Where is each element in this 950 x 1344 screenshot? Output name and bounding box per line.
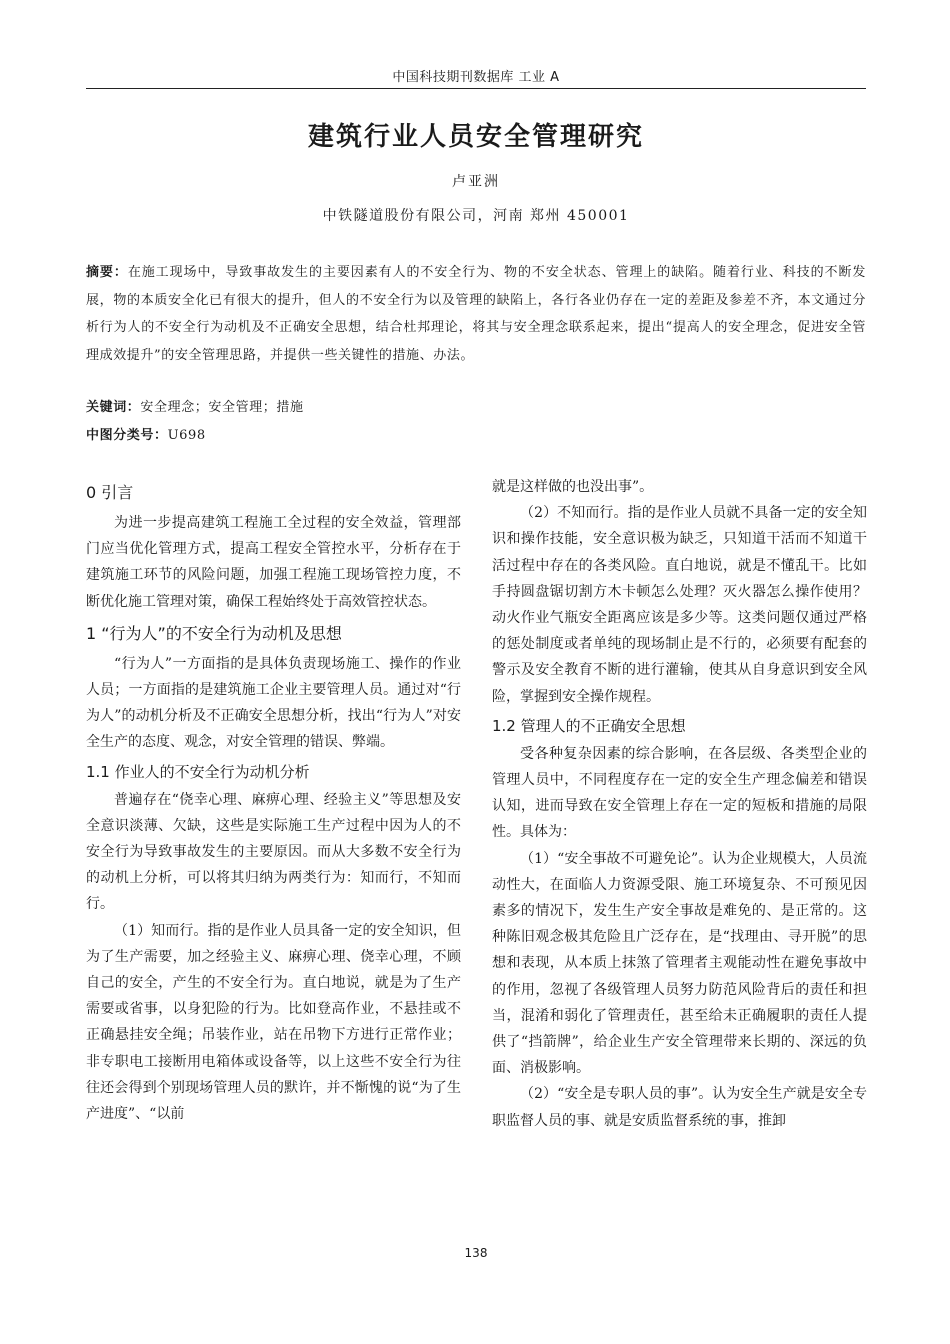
section-1-1-paragraph-3: （2）不知而行。指的是作业人员就不具备一定的安全知识和操作技能，安全意识极为缺乏，只知道干活而不知道干活过程中存在的各类风险。直白地说，就是不懂乱干。比如手持圆盘锯切割方木卡顿怎么处理？灭火器怎么操作使用？动火作业气瓶安全距离应该是多少等。这类问题仅通过严格的惩处制度或者单纯的现场制止是不行的，必须要有配套的警示及安全教育不断的进行灌输，使其从自身意识到安全风险，掌握到安全操作规程。	[492, 505, 867, 705]
running-header: 中国科技期刊数据库 工业 A	[392, 70, 560, 85]
page-number: 138	[464, 1246, 488, 1260]
header-rule	[86, 88, 866, 89]
left-column	[86, 474, 461, 1127]
abstract	[86, 259, 866, 369]
continued-paragraph: 就是这样做的也没出事”。	[492, 479, 654, 495]
right-column	[492, 474, 867, 1134]
classification-number	[86, 424, 206, 443]
section-1-2-paragraph-1: 受各种复杂因素的综合影响，在各层级、各类型企业的管理人员中，不同程度存在一定的安全生产理念偏差和错误认知，进而导致在安全管理上存在一定的短板和措施的局限性。具体为：	[492, 745, 867, 841]
abstract-text: 在施工现场中，导致事故发生的主要因素有人的不安全行为、物的不安全状态、管理上的缺陷。随着行业、科技的不断发展，物的本质安全化已有很大的提升，但人的不安全行为以及管理的缺陷上，各行各业仍存在一定的差距及参差不齐，本文通过分析行为人的不安全行为动机及不正确安全思想，结合杜邦理论，将其与安全理念联系起来，提出“提高人的安全理念，促进安全管理成效提升”的安全管理思路，并提供一些关键性的措施、办法。	[86, 265, 866, 363]
section-1-1-paragraph-2: （1）知而行。指的是作业人员具备一定的安全知识，但为了生产需要，加之经验主义、麻痹心理、侥幸心理，不顾自己的安全，产生的不安全行为。直白地说，就是为了生产需要或省事，以身犯险的行为。比如登高作业，不悬挂或不正确悬挂安全绳；吊装作业，站在吊物下方进行正常作业；非专职电工接断用电箱体或设备等，以上这些不安全行为往往还会得到个别现场管理人员的默许，并不惭愧的说“为了生产进度”、“以前	[86, 922, 461, 1123]
keywords-label: 关键词：	[86, 400, 141, 415]
section-1-1-paragraph-1: 普遍存在“侥幸心理、麻痹心理、经验主义”等思想及安全意识淡薄、欠缺，这些是实际施工生产过程中因为人的不安全行为导致事故发生的主要原因。而从大多数不安全行为的动机上分析，可以将其归纳为两类行为：知而行，不知而行。	[86, 791, 461, 913]
keywords	[86, 396, 304, 415]
paper-title: 建筑行业人员安全管理研究	[307, 122, 644, 152]
section-1-1-heading: 1.1 作业人的不安全行为动机分析	[86, 762, 310, 781]
section-1-paragraph: “行为人”一方面指的是具体负责现场施工、操作的作业人员；一方面指的是建筑施工企业主要管理人员。通过对“行为人”的动机分析及不正确安全思想分析，找出“行为人”对安全生产的态度、观念，对安全管理的错误、弊端。	[86, 655, 461, 751]
affiliation: 中铁隧道股份有限公司，河南 郑州 450001	[322, 208, 630, 224]
clc-label: 中图分类号：	[86, 428, 168, 443]
abstract-label: 摘要：	[86, 265, 128, 280]
clc-text: U698	[167, 428, 206, 443]
section-1-2-paragraph-2: （1）“安全事故不可避免论”。认为企业规模大，人员流动性大，在面临人力资源受限、施工环境复杂、不可预见因素多的情况下，发生生产安全事故是难免的、是正常的。这种陈旧观念极其危险且广泛存在，是“找理由、寻开脱”的思想和表现，从本质上抹煞了管理者主观能动性在避免事故中的作用，忽视了各级管理人员努力防范风险背后的责任和担当，混淆和弱化了管理责任，甚至给未正确履职的责任人提供了“挡箭牌”，给企业生产安全管理带来长期的、深远的负面、消极影响。	[492, 850, 867, 1077]
section-0-heading: 0 引言	[86, 483, 134, 502]
keywords-text: 安全理念；安全管理；措施	[140, 400, 304, 415]
section-1-heading: 1 “行为人”的不安全行为动机及思想	[86, 623, 342, 643]
section-1-2-paragraph-3: （2）“安全是专职人员的事”。认为安全生产就是安全专职监督人员的事、就是安质监督系统的事，推卸	[492, 1086, 867, 1129]
section-0-paragraph: 为进一步提高建筑工程施工全过程的安全效益，管理部门应当优化管理方式，提高工程安全管控水平，分析存在于建筑施工环节的风险问题，加强工程施工现场管控力度，不断优化施工管理对策，确保工程始终处于高效管控状态。	[86, 515, 461, 610]
author: 卢亚洲	[452, 174, 500, 190]
section-1-2-heading: 1.2 管理人的不正确安全思想	[492, 716, 686, 735]
